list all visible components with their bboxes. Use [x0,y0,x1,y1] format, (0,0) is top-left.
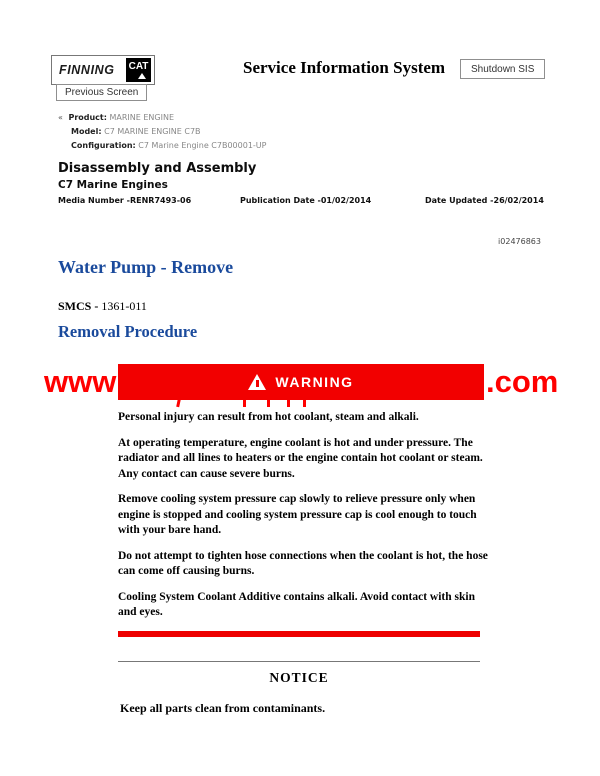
warning-exclamation [256,380,259,387]
page-title: Service Information System [243,58,446,77]
article-title: Water Pump - Remove [58,257,234,277]
warning-text [118,410,494,631]
media-info-row [58,196,544,208]
watermark-right: .com [486,364,559,399]
cat-logo [126,58,151,82]
finning-logo-text: FINNING [59,63,115,77]
configuration-row [71,139,266,153]
shutdown-sis-button[interactable]: Shutdown SIS [460,59,545,79]
warning-label: WARNING [275,374,354,390]
watermark-descender [287,399,290,407]
smcs-label: SMCS - [58,299,99,313]
watermark-descender [243,399,246,407]
watermark-descender [267,399,270,407]
cat-logo-text: CAT [128,61,149,72]
smcs-value: 1361-011 [101,299,147,313]
product-row [58,111,266,125]
configuration-label: Configuration: [71,141,136,150]
model-row [71,125,266,139]
product-value: MARINE ENGINE [109,113,175,122]
smcs-code [58,299,147,314]
notice-label: NOTICE [269,670,329,685]
model-value: C7 MARINE ENGINE C7B [104,127,201,136]
warning-banner [118,364,484,400]
date-updated: Date Updated -26/02/2014 [425,196,544,205]
back-chevron-icon[interactable]: « [58,113,63,122]
product-info [58,111,266,153]
model-label: Model: [71,127,102,136]
red-divider-bar [118,631,480,637]
notice-text: Keep all parts clean from contaminants. [120,701,326,715]
warning-triangle-icon [248,374,266,390]
watermark-descender [303,399,306,407]
notice-divider-line [118,661,480,662]
warning-paragraph: Remove cooling system pressure cap slowly to relieve pressure only when engine is stopped and cooling system pressure cap is cool enough to touch with your bare hand. [118,493,477,536]
warning-paragraph: At operating temperature, engine coolant is hot and under pressure. The radiator and all lines to heaters or the engine contain hot coolant or steam. Any contact can cause severe burns. [118,436,483,480]
warning-paragraph: Do not attempt to tighten hose connections when the coolant is hot, the hose can come off causing burns. [118,549,488,577]
watermark-left: www [44,364,117,399]
publication-date: Publication Date -01/02/2014 [240,196,372,205]
product-label: Product: [68,113,107,122]
configuration-value: C7 Marine Engine C7B00001-UP [138,141,267,150]
document-id: i02476863 [498,237,541,246]
cat-triangle-icon [138,73,146,79]
media-number: Media Number -RENR7493-06 [58,196,192,205]
warning-paragraph: Cooling System Coolant Additive contains alkali. Avoid contact with skin and eyes. [118,590,475,618]
removal-procedure-heading: Removal Procedure [58,322,198,341]
finning-cat-logo [51,55,155,85]
document-title: Disassembly and Assembly [58,161,257,176]
warning-paragraph: Personal injury can result from hot coolant, steam and alkali. [118,411,419,423]
document-subtitle: C7 Marine Engines [58,179,168,191]
previous-screen-button[interactable]: Previous Screen [56,84,147,101]
watermark-descender [176,399,181,407]
